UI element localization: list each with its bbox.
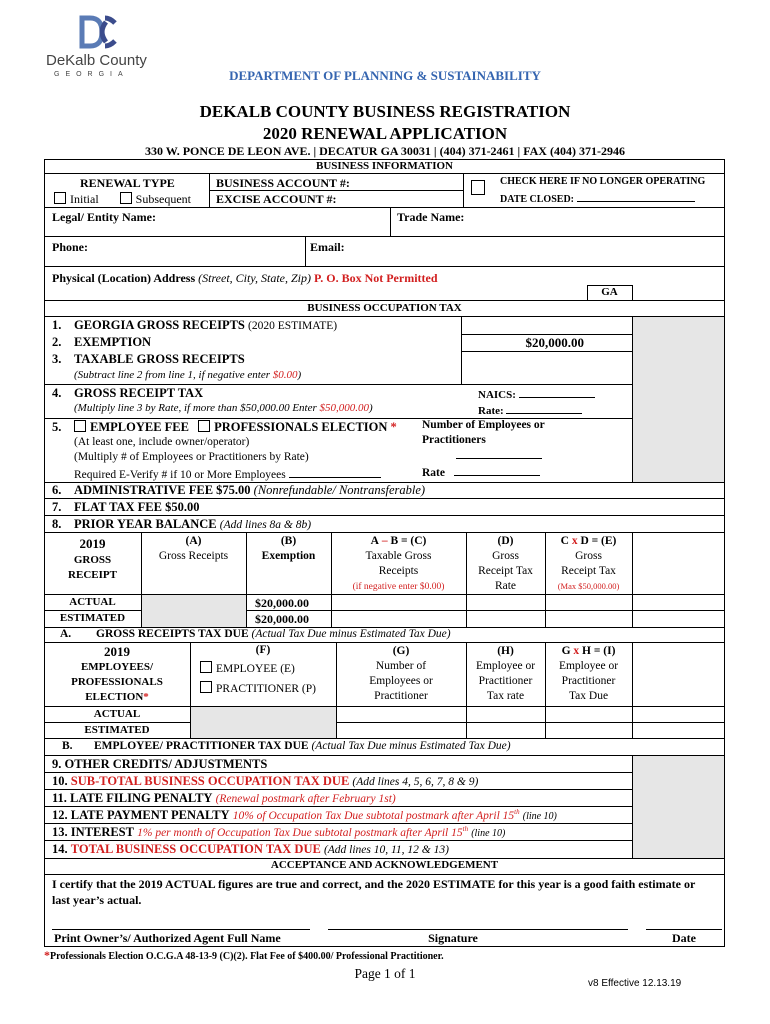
col-g-header: (G) Number of Employees or Practitioner [369, 645, 433, 702]
no-longer-operating-label: CHECK HERE IF NO LONGER OPERATING [500, 176, 706, 187]
excise-account-field[interactable] [340, 191, 460, 206]
col-e-header: C x D = (E) Gross Receipt Tax (Max $50,000.00) [557, 535, 620, 591]
phone-label: Phone: [52, 240, 88, 254]
renewal-type-options [54, 192, 191, 207]
line-5-note-3: Required E-Verify # if 10 or More Employees [74, 466, 381, 481]
col-h-header: (H) Employee or Practitioner Tax rate [475, 645, 536, 702]
line-12: 12. LATE PAYMENT PENALTY 10% of Occupation Tax Due subtotal postmark after April 15th (line 10) [52, 808, 557, 823]
email-label: Email: [310, 240, 345, 254]
form-title: DEKALB COUNTY BUSINESS REGISTRATION [199, 102, 571, 121]
subsequent-label: Subsequent [135, 192, 192, 206]
date-closed-field[interactable] [577, 190, 695, 202]
certification-text: I certify that the 2019 ACTUAL figures are true and correct, and the 2020 ESTIMATE for this year is a good faith estimate or last year’s actual. [52, 877, 696, 907]
line-5-note-2: (Multiply # of Employees or Practitioners by Rate) [74, 451, 309, 463]
shaded-cell [142, 595, 246, 627]
business-account-label: BUSINESS ACCOUNT #: [216, 176, 350, 190]
shaded-cell [191, 707, 336, 738]
address-label: Physical (Location) Address (Street, City, State, Zip) P. O. Box Not Permitted [52, 271, 438, 285]
line-3-note: (Subtract line 2 from line 1, if negative enter $0.00) [74, 369, 302, 381]
col-d-header: (D) Gross Receipt Tax Rate [478, 535, 533, 592]
office-address: 330 W. PONCE DE LEON AVE. | DECATUR GA 30031 | (404) 371-2461 | FAX (404) 371-2946 [145, 144, 625, 158]
signature-line[interactable] [328, 929, 628, 930]
gr-estimated-exemption: $20,000.00 [255, 612, 309, 626]
version-label: v8 Effective 12.13.19 [588, 978, 682, 989]
line-10: 10. SUB-TOTAL BUSINESS OCCUPATION TAX DUE (Add lines 4, 5, 6, 7, 8 & 9) [52, 774, 479, 788]
professionals-election-checkbox[interactable] [198, 420, 210, 432]
shaded-cell [633, 317, 724, 482]
email-field[interactable] [355, 238, 720, 264]
emp-label: EMPLOYEES/ PROFESSIONALS ELECTION* [71, 661, 163, 703]
practitioner-checkbox[interactable] [200, 681, 212, 693]
shaded-cell [633, 756, 724, 858]
trade-name-label: Trade Name: [397, 210, 465, 224]
gr-estimated-label: ESTIMATED [59, 612, 126, 624]
emp-actual-label: ACTUAL [93, 708, 141, 720]
gr-year: 2019 [79, 536, 106, 551]
county-logo [46, 14, 156, 78]
line-8: 8. PRIOR YEAR BALANCE (Add lines 8a & 8b) [52, 517, 312, 531]
gr-gross-label: GROSS RECEIPT [68, 554, 117, 581]
form-subtitle: 2020 RENEWAL APPLICATION [262, 124, 508, 143]
logo-state: GEORGIA [54, 71, 129, 78]
gr-actual-label: ACTUAL [69, 596, 116, 608]
line-5: 5. EMPLOYEE FEE PROFESSIONALS ELECTION * [52, 420, 397, 434]
exemption-value: $20,000.00 [525, 335, 584, 350]
naics-label: NAICS: [478, 386, 595, 401]
e-verify-field[interactable] [289, 466, 381, 478]
excise-account-label: EXCISE ACCOUNT #: [216, 192, 337, 206]
business-info-header: BUSINESS INFORMATION [315, 160, 454, 172]
line-4: 4. GROSS RECEIPT TAX [52, 386, 204, 400]
line-9: 9. OTHER CREDITS/ ADJUSTMENTS [52, 757, 268, 771]
col-c-header: A – B = (C) Taxable Gross Receipts (if negative enter $0.00) [352, 535, 445, 592]
naics-field[interactable] [519, 386, 595, 398]
line-7: 7. FLAT TAX FEE $50.00 [52, 500, 200, 514]
employee-fee-checkbox[interactable] [74, 420, 86, 432]
footnote: *Professionals Election O.C.G.A 48-13-9 (C)(2). Flat Fee of $400.00/ Professional Practitioner. [44, 948, 444, 962]
line-2: 2. EXEMPTION [52, 335, 152, 349]
acknowledgement-header: ACCEPTANCE AND ACKNOWLEDGEMENT [270, 859, 499, 871]
date-label: Date [672, 931, 696, 945]
col-f-header: (F) [255, 644, 271, 656]
subsequent-checkbox[interactable] [120, 192, 132, 204]
initial-checkbox[interactable] [54, 192, 66, 204]
print-name-line[interactable] [52, 929, 310, 930]
rate-label: Rate: [478, 402, 582, 417]
business-account-field[interactable] [350, 174, 460, 189]
renewal-type-label: RENEWAL TYPE [80, 176, 175, 190]
col-a-header: (A) Gross Receipts [158, 535, 229, 562]
legal-name-field[interactable] [170, 208, 385, 234]
date-closed-label: DATE CLOSED: [500, 190, 695, 205]
page-number: Page 1 of 1 [354, 966, 416, 981]
emp-tax-due-line: B. EMPLOYEE/ PRACTITIONER TAX DUE (Actual Tax Due minus Estimated Tax Due) [62, 740, 511, 752]
line-5-note-1: (At least one, include owner/operator) [74, 436, 250, 448]
phone-field[interactable] [100, 238, 300, 264]
gr-tax-due-line: A. GROSS RECEIPTS TAX DUE (Actual Tax Due minus Estimated Tax Due) [60, 628, 451, 640]
num-employees-field[interactable] [456, 448, 542, 459]
rate-2-label: Rate [422, 464, 540, 479]
no-longer-operating-checkbox[interactable] [471, 180, 485, 195]
state-ga: GA [601, 286, 618, 298]
logo-mark-icon [78, 14, 118, 50]
date-line[interactable] [646, 929, 722, 930]
rate-2-field[interactable] [454, 464, 540, 476]
line-11: 11. LATE FILING PENALTY (Renewal postmark after February 1st) [52, 791, 396, 805]
line-6: 6. ADMINISTRATIVE FEE $75.00 (Nonrefundable/ Nontransferable) [52, 483, 426, 497]
line-14: 14. TOTAL BUSINESS OCCUPATION TAX DUE (Add lines 10, 11, 12 & 13) [52, 842, 449, 856]
num-employees-label: Number of Employees or Practitioners [422, 419, 545, 446]
occupation-tax-header: BUSINESS OCCUPATION TAX [307, 302, 462, 314]
col-b-header: (B) Exemption [261, 535, 316, 562]
emp-year: 2019 [104, 644, 130, 659]
line-3: 3. TAXABLE GROSS RECEIPTS [52, 352, 245, 366]
employee-checkbox[interactable] [200, 661, 212, 673]
gr-actual-exemption: $20,000.00 [255, 596, 309, 610]
logo-name: DeKalb County [46, 52, 147, 69]
trade-name-field[interactable] [480, 208, 720, 234]
print-name-label: Print Owner’s/ Authorized Agent Full Name [54, 931, 281, 945]
po-box-warning: P. O. Box Not Permitted [314, 271, 438, 285]
signature-label: Signature [428, 931, 478, 945]
department-name: DEPARTMENT OF PLANNING & SUSTAINABILITY [229, 68, 541, 83]
line-4-note: (Multiply line 3 by Rate, if more than $50,000.00 Enter $50,000.00) [74, 402, 373, 414]
legal-name-label: Legal/ Entity Name: [52, 210, 156, 224]
line-13: 13. INTEREST 1% per month of Occupation Tax Due subtotal postmark after April 15th (line 10) [52, 825, 506, 840]
col-i-header: G x H = (I) Employee or Practitioner Tax Due [558, 645, 619, 702]
rate-field[interactable] [506, 402, 582, 414]
employee-option: EMPLOYEE (E) [200, 661, 295, 675]
initial-label: Initial [70, 192, 99, 206]
address-field[interactable] [52, 286, 582, 299]
emp-estimated-label: ESTIMATED [84, 724, 150, 736]
line-1: 1. GEORGIA GROSS RECEIPTS (2020 ESTIMATE) [52, 318, 338, 332]
practitioner-option: PRACTITIONER (P) [200, 681, 316, 695]
